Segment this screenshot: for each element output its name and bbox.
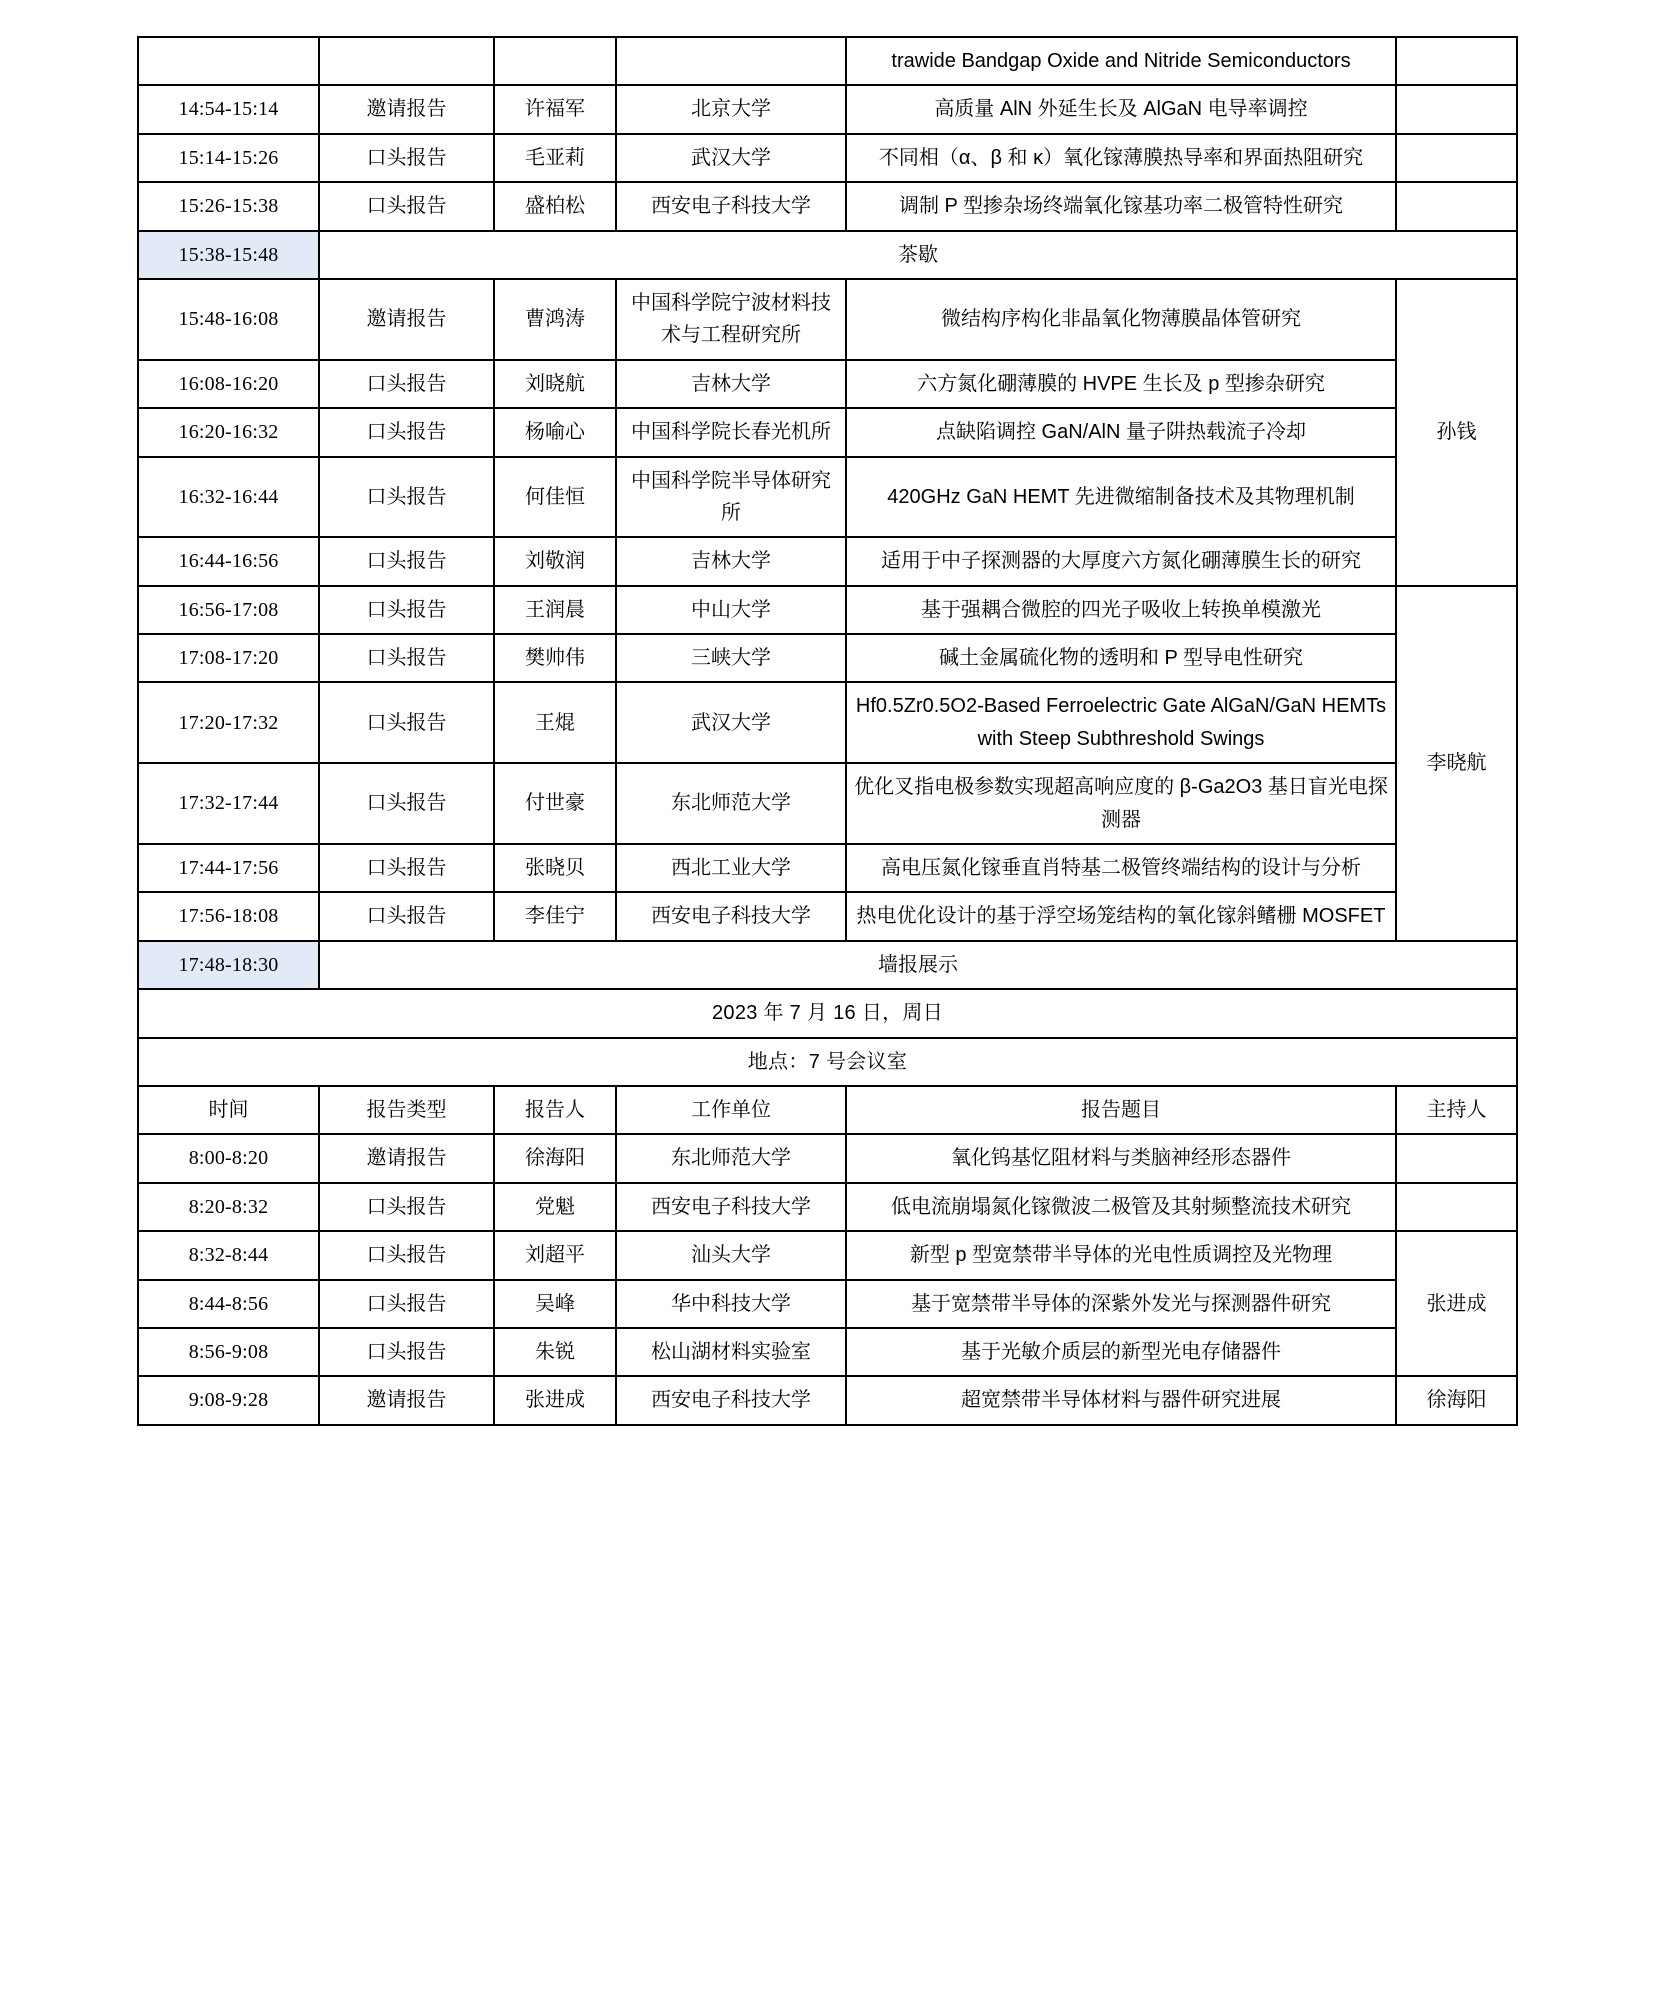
cell-report-title: 微结构序构化非晶氧化物薄膜晶体管研究 [846, 279, 1396, 360]
cell-speaker: 曹鸿涛 [494, 279, 616, 360]
cell-time: 16:44-16:56 [138, 537, 319, 585]
cell-report-title: 高质量 AlN 外延生长及 AlGaN 电导率调控 [846, 85, 1396, 133]
cell-time-empty [138, 37, 319, 85]
cell-speaker-empty [494, 37, 616, 85]
cell-time: 17:20-17:32 [138, 682, 319, 763]
cell-organization: 西安电子科技大学 [616, 892, 846, 940]
cell-report-title: 超宽禁带半导体材料与器件研究进展 [846, 1376, 1396, 1424]
conference-agenda-table [137, 36, 1518, 1426]
cell-time: 17:08-17:20 [138, 634, 319, 682]
cell-time: 8:56-9:08 [138, 1328, 319, 1376]
cell-report-title: 碱土金属硫化物的透明和 P 型导电性研究 [846, 634, 1396, 682]
cell-speaker: 王润晨 [494, 586, 616, 634]
cell-time: 16:20-16:32 [138, 408, 319, 456]
cell-report-type: 口头报告 [319, 763, 494, 844]
table-row [138, 1231, 1517, 1279]
cell-speaker: 张晓贝 [494, 844, 616, 892]
cell-report-type: 口头报告 [319, 892, 494, 940]
cell-time: 16:08-16:20 [138, 360, 319, 408]
table-row [138, 182, 1517, 230]
cell-host: 张进成 [1396, 1231, 1517, 1376]
cell-report-type: 口头报告 [319, 457, 494, 538]
table-row [138, 844, 1517, 892]
cell-report-type: 邀请报告 [319, 1134, 494, 1182]
table-row [138, 85, 1517, 133]
cell-host-empty [1396, 182, 1517, 230]
column-header-report-type: 报告类型 [319, 1086, 494, 1134]
table-row [138, 360, 1517, 408]
venue-banner-row [138, 1038, 1517, 1086]
cell-report-type: 口头报告 [319, 1183, 494, 1231]
cell-speaker: 许福军 [494, 85, 616, 133]
cell-report-type: 口头报告 [319, 360, 494, 408]
cell-organization: 汕头大学 [616, 1231, 846, 1279]
cell-speaker: 刘晓航 [494, 360, 616, 408]
cell-time: 17:48-18:30 [138, 941, 319, 989]
cell-host-empty [1396, 37, 1517, 85]
cell-report-type: 口头报告 [319, 682, 494, 763]
cell-report-type: 口头报告 [319, 134, 494, 182]
cell-report-title: 不同相（α、β 和 κ）氧化镓薄膜热导率和界面热阻研究 [846, 134, 1396, 182]
cell-report-title: 点缺陷调控 GaN/AlN 量子阱热载流子冷却 [846, 408, 1396, 456]
cell-organization: 西安电子科技大学 [616, 182, 846, 230]
cell-host: 徐海阳 [1396, 1376, 1517, 1424]
cell-title-continued: trawide Bandgap Oxide and Nitride Semiconductors [846, 37, 1396, 85]
cell-break-label: 墙报展示 [319, 941, 1517, 989]
cell-report-title: 氧化钨基忆阻材料与类脑神经形态器件 [846, 1134, 1396, 1182]
cell-report-title: 420GHz GaN HEMT 先进微缩制备技术及其物理机制 [846, 457, 1396, 538]
cell-speaker: 何佳恒 [494, 457, 616, 538]
cell-organization: 北京大学 [616, 85, 846, 133]
table-row [138, 134, 1517, 182]
cell-report-type: 口头报告 [319, 844, 494, 892]
cell-report-type: 邀请报告 [319, 1376, 494, 1424]
cell-report-title: 热电优化设计的基于浮空场笼结构的氧化镓斜鳍栅 MOSFET [846, 892, 1396, 940]
cell-report-type: 口头报告 [319, 408, 494, 456]
cell-organization: 中国科学院宁波材料技术与工程研究所 [616, 279, 846, 360]
cell-report-type: 口头报告 [319, 537, 494, 585]
cell-organization: 华中科技大学 [616, 1280, 846, 1328]
cell-organization: 吉林大学 [616, 537, 846, 585]
cell-speaker: 王焜 [494, 682, 616, 763]
cell-report-title: 基于光敏介质层的新型光电存储器件 [846, 1328, 1396, 1376]
cell-time: 15:26-15:38 [138, 182, 319, 230]
cell-organization: 东北师范大学 [616, 1134, 846, 1182]
cell-report-title: Hf0.5Zr0.5O2-Based Ferroelectric Gate AlGaN/GaN HEMTs with Steep Subthreshold Swings [846, 682, 1396, 763]
table-row-break [138, 231, 1517, 279]
cell-organization: 三峡大学 [616, 634, 846, 682]
cell-report-type: 口头报告 [319, 1328, 494, 1376]
column-header-report-title: 报告题目 [846, 1086, 1396, 1134]
cell-speaker: 刘超平 [494, 1231, 616, 1279]
table-row [138, 408, 1517, 456]
cell-time: 17:32-17:44 [138, 763, 319, 844]
cell-organization: 中国科学院长春光机所 [616, 408, 846, 456]
cell-host: 李晓航 [1396, 586, 1517, 941]
cell-host: 孙钱 [1396, 279, 1517, 586]
cell-type-empty [319, 37, 494, 85]
table-row [138, 1280, 1517, 1328]
table-row-continued [138, 37, 1517, 85]
cell-report-title: 适用于中子探测器的大厚度六方氮化硼薄膜生长的研究 [846, 537, 1396, 585]
cell-organization: 吉林大学 [616, 360, 846, 408]
cell-speaker: 毛亚莉 [494, 134, 616, 182]
cell-host-empty [1396, 1183, 1517, 1231]
cell-time: 8:20-8:32 [138, 1183, 319, 1231]
cell-organization: 东北师范大学 [616, 763, 846, 844]
table-row [138, 634, 1517, 682]
cell-time: 14:54-15:14 [138, 85, 319, 133]
cell-time: 15:14-15:26 [138, 134, 319, 182]
date-banner-row [138, 989, 1517, 1037]
table-row [138, 682, 1517, 763]
cell-speaker: 张进成 [494, 1376, 616, 1424]
date-banner: 2023 年 7 月 16 日，周日 [138, 989, 1517, 1037]
cell-time: 17:56-18:08 [138, 892, 319, 940]
cell-speaker: 吴峰 [494, 1280, 616, 1328]
column-header-speaker: 报告人 [494, 1086, 616, 1134]
cell-organization: 中山大学 [616, 586, 846, 634]
cell-speaker: 朱锐 [494, 1328, 616, 1376]
cell-speaker: 盛柏松 [494, 182, 616, 230]
table-row [138, 1183, 1517, 1231]
cell-organization: 西安电子科技大学 [616, 1376, 846, 1424]
cell-org-empty [616, 37, 846, 85]
cell-speaker: 付世豪 [494, 763, 616, 844]
cell-time: 16:32-16:44 [138, 457, 319, 538]
cell-time: 15:48-16:08 [138, 279, 319, 360]
cell-organization: 中国科学院半导体研究所 [616, 457, 846, 538]
table-row-break [138, 941, 1517, 989]
cell-speaker: 杨喻心 [494, 408, 616, 456]
cell-time: 8:44-8:56 [138, 1280, 319, 1328]
cell-report-type: 邀请报告 [319, 85, 494, 133]
table-row [138, 1134, 1517, 1182]
table-row [138, 1328, 1517, 1376]
cell-time: 15:38-15:48 [138, 231, 319, 279]
cell-report-type: 口头报告 [319, 634, 494, 682]
cell-report-title: 基于强耦合微腔的四光子吸收上转换单模激光 [846, 586, 1396, 634]
cell-speaker: 党魁 [494, 1183, 616, 1231]
cell-speaker: 徐海阳 [494, 1134, 616, 1182]
cell-time: 9:08-9:28 [138, 1376, 319, 1424]
cell-report-title: 六方氮化硼薄膜的 HVPE 生长及 p 型掺杂研究 [846, 360, 1396, 408]
cell-host-empty [1396, 134, 1517, 182]
cell-report-title: 高电压氮化镓垂直肖特基二极管终端结构的设计与分析 [846, 844, 1396, 892]
cell-report-title: 调制 P 型掺杂场终端氧化镓基功率二极管特性研究 [846, 182, 1396, 230]
table-row [138, 1376, 1517, 1424]
cell-time: 17:44-17:56 [138, 844, 319, 892]
cell-organization: 武汉大学 [616, 134, 846, 182]
table-row [138, 586, 1517, 634]
cell-report-type: 口头报告 [319, 586, 494, 634]
cell-report-type: 口头报告 [319, 1280, 494, 1328]
cell-time: 8:00-8:20 [138, 1134, 319, 1182]
cell-report-title: 优化叉指电极参数实现超高响应度的 β-Ga2O3 基日盲光电探测器 [846, 763, 1396, 844]
table-row [138, 892, 1517, 940]
cell-speaker: 李佳宁 [494, 892, 616, 940]
cell-speaker: 刘敬润 [494, 537, 616, 585]
venue-banner: 地点：7 号会议室 [138, 1038, 1517, 1086]
cell-organization: 西安电子科技大学 [616, 1183, 846, 1231]
column-header-host: 主持人 [1396, 1086, 1517, 1134]
cell-organization: 松山湖材料实验室 [616, 1328, 846, 1376]
cell-speaker: 樊帅伟 [494, 634, 616, 682]
cell-time: 8:32-8:44 [138, 1231, 319, 1279]
table-row [138, 279, 1517, 360]
cell-time: 16:56-17:08 [138, 586, 319, 634]
cell-break-label: 茶歇 [319, 231, 1517, 279]
cell-report-type: 口头报告 [319, 1231, 494, 1279]
cell-organization: 武汉大学 [616, 682, 846, 763]
cell-organization: 西北工业大学 [616, 844, 846, 892]
column-header-row [138, 1086, 1517, 1134]
cell-host-empty [1396, 1134, 1517, 1182]
cell-host-empty [1396, 85, 1517, 133]
column-header-time: 时间 [138, 1086, 319, 1134]
table-row [138, 457, 1517, 538]
cell-report-title: 新型 p 型宽禁带半导体的光电性质调控及光物理 [846, 1231, 1396, 1279]
table-row [138, 537, 1517, 585]
column-header-organization: 工作单位 [616, 1086, 846, 1134]
cell-report-title: 基于宽禁带半导体的深紫外发光与探测器件研究 [846, 1280, 1396, 1328]
cell-report-title: 低电流崩塌氮化镓微波二极管及其射频整流技术研究 [846, 1183, 1396, 1231]
cell-report-type: 邀请报告 [319, 279, 494, 360]
table-row [138, 763, 1517, 844]
cell-report-type: 口头报告 [319, 182, 494, 230]
